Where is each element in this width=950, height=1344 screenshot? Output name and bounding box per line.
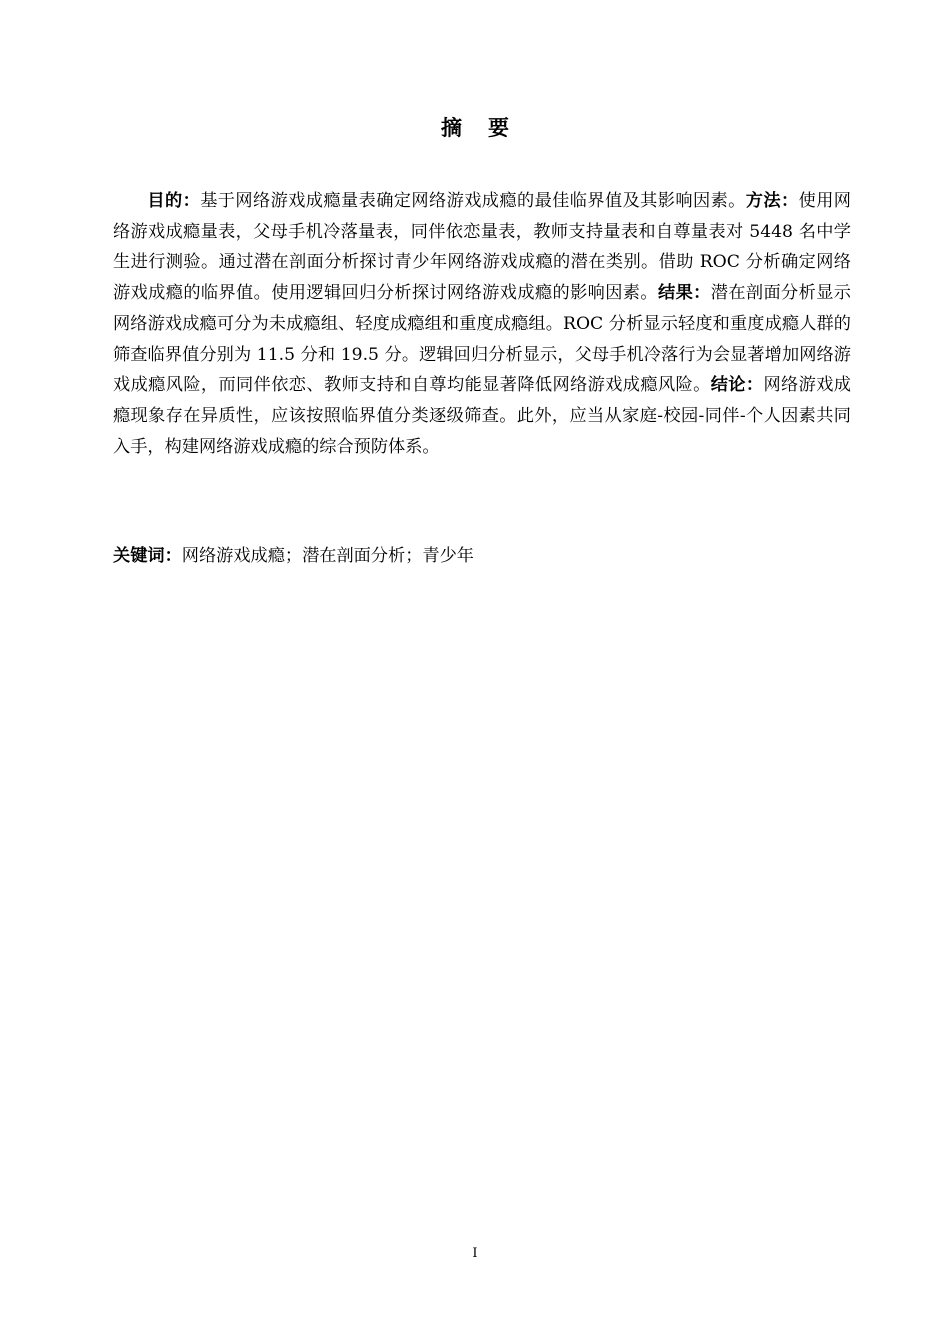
- page-number: I: [472, 1246, 478, 1261]
- methods-text: 使用网络游戏成瘾量表，父母手机冷落量表，同伴依恋量表，教师支持量表和自尊量表对 5448 名中学生进行测验。通过潜在剖面分析探讨青少年网络游戏成瘾的潜在类别。借助 ROC 分析确定网络游戏成瘾的临界值。使用逻辑回归分析探讨网络游戏成瘾的影响因素。: [113, 191, 851, 304]
- keywords-text: 网络游戏成瘾；潜在剖面分析；青少年: [181, 546, 474, 566]
- conclusion-label: 结论：: [710, 375, 764, 396]
- title-char-2: 要: [488, 116, 509, 140]
- keywords-label: 关键词：: [113, 546, 182, 566]
- results-label: 结果：: [657, 283, 711, 304]
- purpose-label: 目的：: [147, 191, 201, 211]
- keywords-line: [113, 541, 851, 571]
- purpose-text: 基于网络游戏成瘾量表确定网络游戏成瘾的最佳临界值及其影响因素。: [200, 191, 746, 211]
- methods-label: 方法：: [745, 191, 799, 211]
- results-text: 潜在剖面分析显示网络游戏成瘾可分为未成瘾组、轻度成瘾组和重度成瘾组。ROC 分析显示轻度和重度成瘾人群的筛查临界值分别为 11.5 分和 19.5 分。逻辑回归分析显示，父母手机冷落行为会显著增加网络游戏成瘾风险，而同伴依恋、教师支持和自尊均能显著降低网络游戏成瘾风险。: [113, 283, 851, 396]
- title-char-1: 摘: [441, 116, 462, 140]
- conclusion-text: 网络游戏成瘾现象存在异质性，应该按照临界值分类逐级筛查。此外，应当从家庭-校园-同伴-个人因素共同入手，构建网络游戏成瘾的综合预防体系。: [113, 375, 851, 457]
- abstract-title: [0, 112, 950, 142]
- abstract-body: [113, 186, 851, 462]
